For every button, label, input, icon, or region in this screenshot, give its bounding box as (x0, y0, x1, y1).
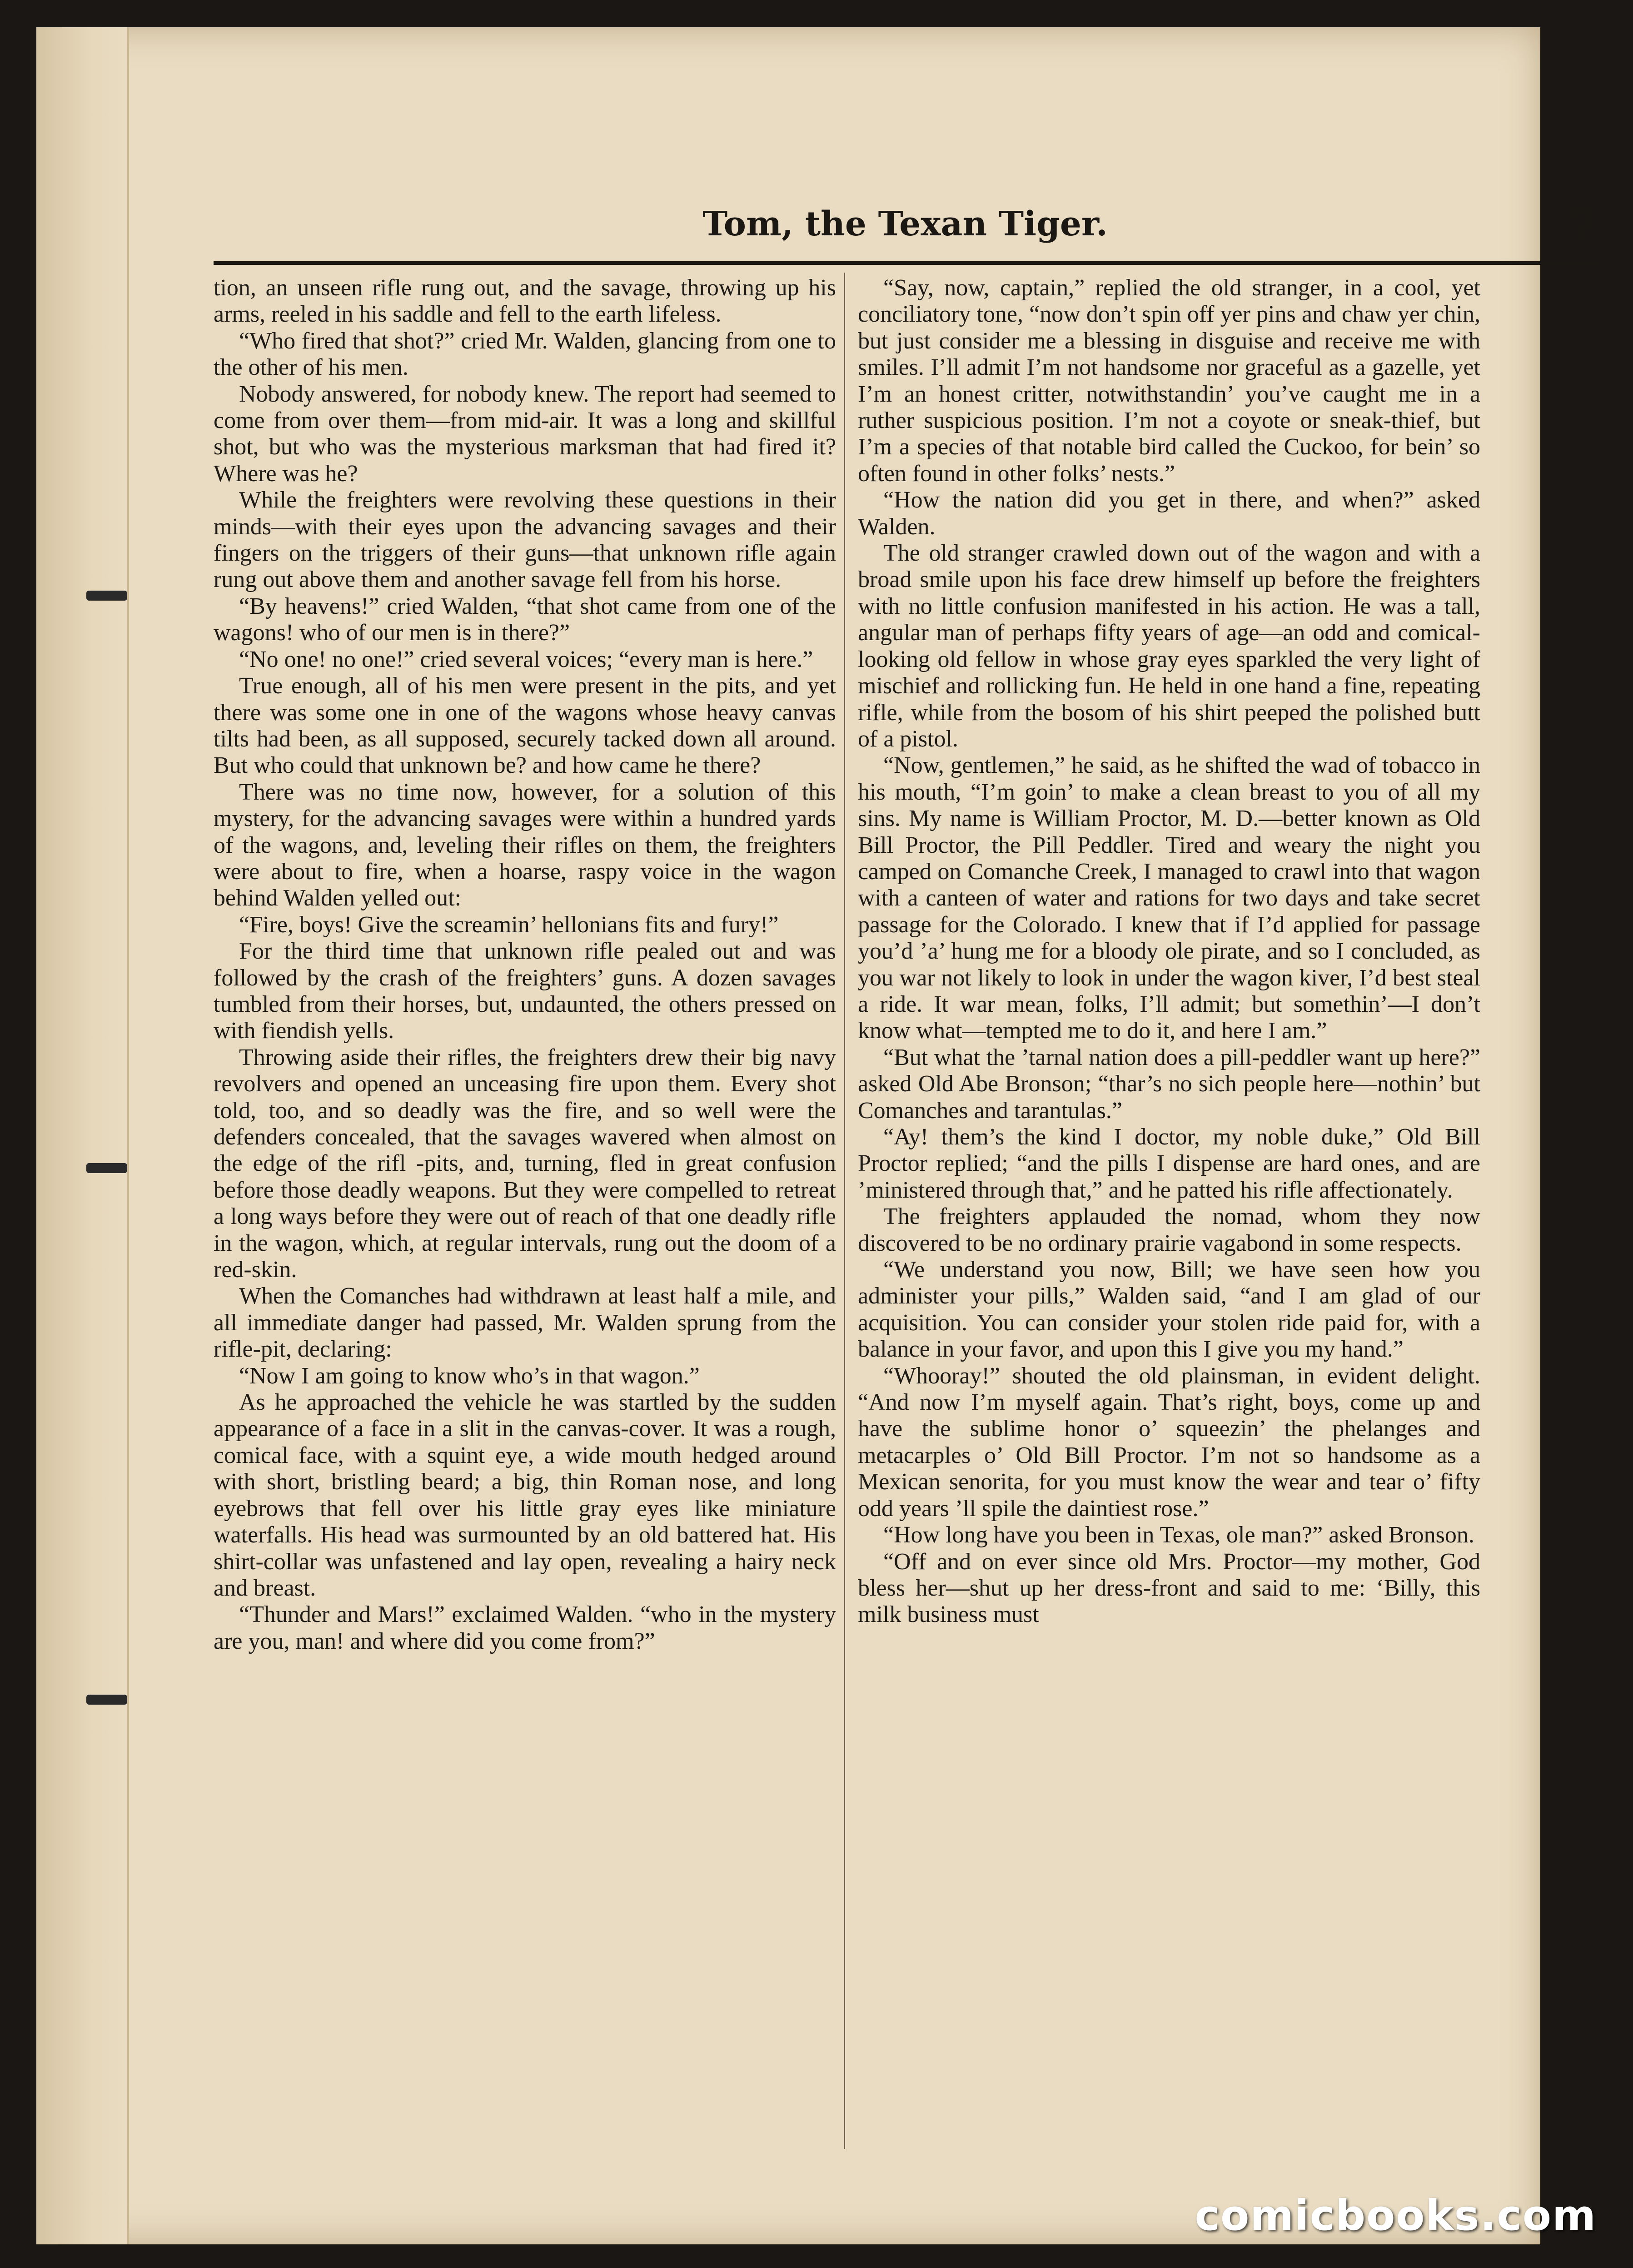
watermark: comicbooks.com (1195, 2191, 1597, 2240)
page-binding (36, 27, 129, 2244)
paragraph: The old stranger crawled down out of the wagon and with a broad smile upon his face drew himself up before the freighters with no little confusion manifested in his action. He was a tall, angular man of perhaps fifty years of age—an odd and comical-looking old fellow in whose gray eyes sparkled the very light of mischief and rollicking fun. He held in one hand a fine, repeating rifle, while from the bosom of his shirt peeped the polished butt of a pistol. (858, 540, 1480, 752)
paragraph: “But what the ’tarnal nation does a pill-peddler want up here?” asked Old Abe Bronson; “thar’s no sich people here—nothin’ but Comanches and tarantulas.” (858, 1044, 1480, 1124)
paragraph: True enough, all of his men were present in the pits, and yet there was some one in one of the wagons whose heavy canvas tilts had been, as all supposed, securely tacked down all around. But who could that unknown be? and how came he there? (214, 673, 836, 779)
paragraph: “Ay! them’s the kind I doctor, my noble duke,” Old Bill Proctor replied; “and the pills I dispense are hard ones, and are ’ministered through that,” and he patted his rifle affectionately. (858, 1124, 1480, 1203)
paragraph: While the freighters were revolving these questions in their minds—with their eyes upon the advancing savages and their fingers on the triggers of their guns—that unknown rifle again rung out above them and another savage fell from his horse. (214, 487, 836, 593)
right-column (858, 275, 1480, 1628)
paragraph: “Who fired that shot?” cried Mr. Walden, glancing from one to the other of his men. (214, 328, 836, 381)
paragraph: “How the nation did you get in there, and when?” asked Walden. (858, 487, 1480, 540)
binding-staple (86, 1163, 127, 1173)
paragraph: Nobody answered, for nobody knew. The report had seemed to come from over them—from mid-air. It was a long and skillful shot, but who was the mysterious marksman that had fired it? Where was he? (214, 381, 836, 487)
running-title: Tom, the Texan Tiger. (702, 204, 1108, 244)
paragraph: As he approached the vehicle he was startled by the sudden appearance of a face in a slit in the canvas-cover. It was a rough, comical face, with a squint eye, a wide mouth hedged around with short, bristling beard; a big, thin Roman nose, and long eyebrows that fell over his little gray eyes like miniature waterfalls. His head was surmounted by an old battered hat. His shirt-collar was unfastened and lay open, revealing a hairy neck and breast. (214, 1389, 836, 1601)
paragraph: “Say, now, captain,” replied the old stranger, in a cool, yet conciliatory tone, “now don’t spin off yer pins and chaw yer chin, but just consider me a blessing in disguise and receive me with smiles. I’ll admit I’m not handsome nor graceful as a gazelle, yet I’m an honest critter, notwithstandin’ you’ve caught me in a ruther suspicious position. I’m not a coyote or sneak-thief, but I’m a species of that notable bird called the Cuckoo, for bein’ so often found in other folks’ nests.” (858, 275, 1480, 487)
paragraph: “Now, gentlemen,” he said, as he shifted the wad of tobacco in his mouth, “I’m goin’ to make a clean breast to you of all my sins. My name is William Proctor, M. D.—better known as Old Bill Proctor, the Pill Peddler. Tired and weary the night you camped on Comanche Creek, I managed to crawl into that wagon with a canteen of water and rations for two days and take secret passage for the Colorado. I knew that if I’d applied for passage you’d ’a’ hung me for a bloody ole pirate, and so I concluded, as you war not likely to look in under the wagon kiver, I’d best steal a ride. It war mean, folks, I’ll admit; but somethin’—I don’t know what—tempted me to do it, and here I am.” (858, 752, 1480, 1044)
paragraph: There was no time now, however, for a solution of this mystery, for the advancing savages were within a hundred yards of the wagons, and, leveling their rifles on them, the freighters were about to fire, when a hoarse, raspy voice in the wagon behind Walden yelled out: (214, 779, 836, 911)
paragraph: The freighters applauded the nomad, whom they now discovered to be no ordinary prairie vagabond in some respects. (858, 1204, 1480, 1256)
binding-staple (86, 591, 127, 601)
paragraph: “We understand you now, Bill; we have seen how you administer your pills,” Walden said, “and I am glad of our acquisition. You can consider your stolen ride paid for, with a balance in your favor, and upon this I give you my hand.” (858, 1257, 1480, 1363)
paragraph: “Now I am going to know who’s in that wagon.” (239, 1363, 700, 1389)
paragraph: “Whooray!” shouted the old plainsman, in evident delight. “And now I’m myself again. That’s right, boys, come up and have the sublime honor o’ squeezin’ the phelanges and metacarples o’ Old Bill Proctor. I’m not so handsome as a Mexican senorita, for you must know the wear and tear o’ fifty odd years ’ll spile the daintiest rose.” (858, 1363, 1480, 1522)
page-number: 7 (1568, 200, 1597, 248)
paragraph: Throwing aside their rifles, the freighters drew their big navy revolvers and opened an unceasing fire upon them. Every shot told, too, and so deadly was the fire, and so well were the defenders concealed, that the savages wavered when almost on the edge of the rifl -pits, and, turning, fled in great confusion before those deadly weapons. But they were compelled to retreat a long ways before they were out of reach of that one deadly rifle in the wagon, which, at regular intervals, rung out the doom of a red-skin. (214, 1044, 836, 1283)
left-column (214, 275, 836, 1655)
column-divider (844, 273, 845, 2149)
paragraph: “No one! no one!” cried several voices; “every man is here.” (239, 646, 813, 672)
paragraph: “Off and on ever since old Mrs. Proctor—my mother, God bless her—shut up her dress-front and said to me: ‘Billy, this milk business must (858, 1548, 1480, 1628)
paragraph: When the Comanches had withdrawn at least half a mile, and all immediate danger had passed, Mr. Walden sprung from the rifle-pit, declaring: (214, 1283, 836, 1363)
paragraph: For the third time that unknown rifle pealed out and was followed by the crash of the freighters’ guns. A dozen savages tumbled from their horses, but, undaunted, the others pressed on with fiendish yells. (214, 938, 836, 1044)
header-rule (214, 261, 1597, 265)
page-header (214, 195, 1597, 259)
paragraph: tion, an unseen rifle rung out, and the savage, throwing up his arms, reeled in his saddle and fell to the earth lifeless. (214, 275, 836, 328)
paragraph: “How long have you been in Texas, ole man?” asked Bronson. (883, 1522, 1474, 1548)
paragraph: “Thunder and Mars!” exclaimed Walden. “who in the mystery are you, man! and where did you come from?” (214, 1602, 836, 1654)
binding-staple (86, 1695, 127, 1705)
paragraph: “Fire, boys! Give the screamin’ hellonians fits and fury!” (239, 911, 779, 938)
paragraph: “By heavens!” cried Walden, “that shot came from one of the wagons! who of our men is in there?” (214, 593, 836, 646)
